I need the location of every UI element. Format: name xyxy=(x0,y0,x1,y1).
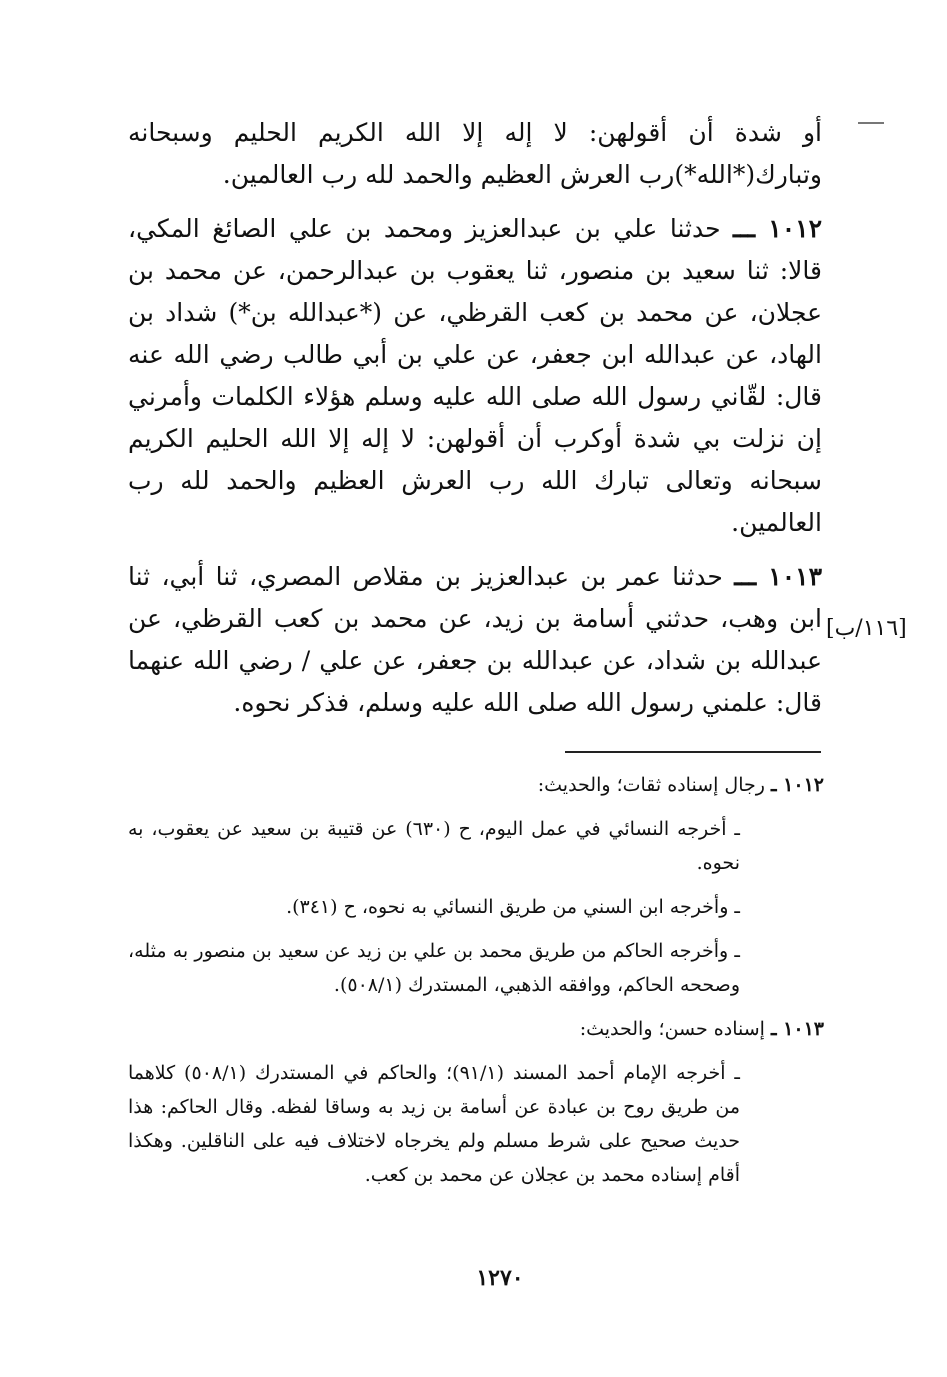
footnote-number-1012: ١٠١٢ ـ xyxy=(770,774,824,796)
footnote-1012-item-3: ـ وأخرجه الحاكم من طريق محمد بن علي بن زيد عن سعيد بن منصور به مثله، وصححه الحاكم، ووافقه الذهبي، المستدرك (٥٠٨/١). xyxy=(128,940,741,996)
hadith-text-1012: حدثنا علي بن عبدالعزيز ومحمد بن علي الصائغ المكي، قالا: ثنا سعيد بن منصور، ثنا يعقوب بن عبدالرحمن، عن محمد بن عجلان، عن محمد بن كعب القرظي، عن (*عبدالله بن*) شداد بن الهاد، عن عبدالله ابن جعفر، عن علي بن أبي طالب رضي الله عنه قال: لقّاني رسول الله صلى الله عليه وسلم هؤلاء الكلمات وأمرني إن نزلت بي شدة أوكرب أن أقولهن: لا إله إلا الله الحليم الكريم سبحانه وتعالى تبارك الله رب العرش العظيم والحمد لله رب العالمين. xyxy=(128,214,822,537)
hadith-number-1013: ١٠١٣ ـــ xyxy=(734,562,822,591)
footnote-1012-grade: رجال إسناده ثقات؛ والحديث: xyxy=(537,774,765,796)
manuscript-folio-marker: [١١٦/ب] xyxy=(826,616,907,641)
hadith-text-1013: حدثنا عمر بن عبدالعزيز بن مقلاص المصري، ثنا أبي، ثنا ابن وهب، حدثني أسامة بن زيد، عن محمد بن كعب القرظي، عن عبدالله بن شداد، عن عبدالله بن جعفر، عن علي / رضي الله عنهما قال: علمني رسول الله صلى الله عليه وسلم، فذكر نحوه. xyxy=(128,562,822,717)
hadith-1013 xyxy=(128,556,822,724)
main-text xyxy=(128,112,822,736)
footnote-1012-item-2: ـ وأخرجه ابن السني من طريق النسائي به نحوه، ح (٣٤١). xyxy=(286,896,740,918)
footnote-divider xyxy=(565,751,821,753)
corner-mark xyxy=(858,122,884,124)
footnote-number-1013: ١٠١٣ ـ xyxy=(770,1018,824,1040)
footnote-1013-heading xyxy=(128,1012,824,1046)
paragraph-continuation: أو شدة أن أقولهن: لا إله إلا الله الكريم الحليم وسبحانه وتبارك(*الله*)رب العرش العظيم والحمد لله رب العالمين. xyxy=(128,118,822,189)
footnote-1012-heading xyxy=(128,768,824,802)
footnote-1012-item-1: ـ أخرجه النسائي في عمل اليوم، ح (٦٣٠) عن قتيبة بن سعيد عن يعقوب، به نحوه. xyxy=(128,818,740,874)
footnote-1013-item-1: ـ أخرجه الإمام أحمد المسند (٩١/١)؛ والحاكم في المستدرك (٥٠٨/١) كلاهما من طريق روح بن عبادة عن أسامة بن زيد به وساقا لفظه. وقال الحاكم: هذا حديث صحيح على شرط مسلم ولم يخرجاه لاختلاف فيه على الناقلين. وهكذا أقام إسناده محمد بن عجلان عن محمد بن كعب. xyxy=(128,1062,740,1186)
footnote-1013-grade: إسناده حسن؛ والحديث: xyxy=(579,1018,765,1040)
hadith-number-1012: ١٠١٢ ـــ xyxy=(733,214,822,243)
page-number: ١٢٧٠ xyxy=(476,1265,524,1291)
footnotes xyxy=(128,768,824,1202)
hadith-1012 xyxy=(128,208,822,544)
